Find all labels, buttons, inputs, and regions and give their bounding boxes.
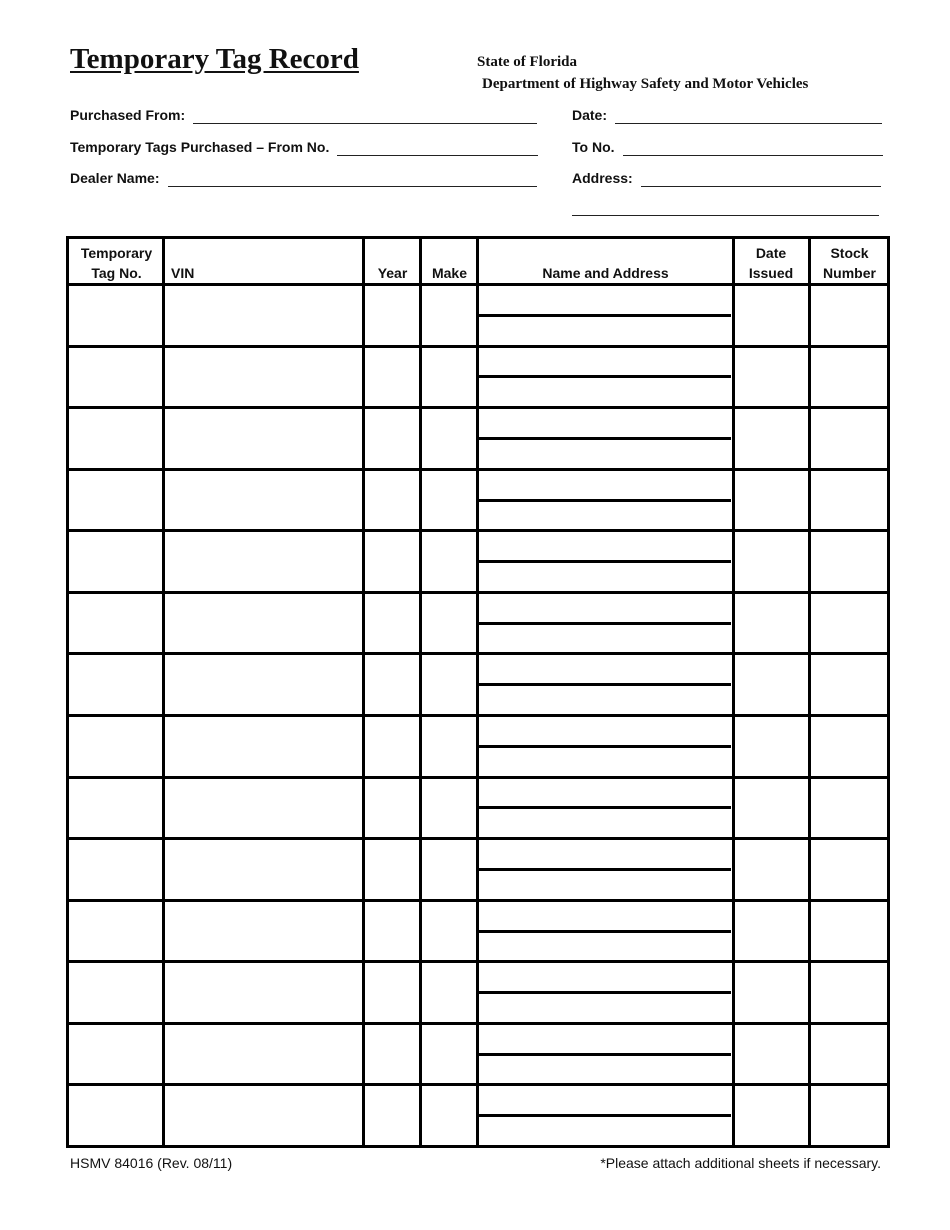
address-line[interactable] [641, 172, 881, 187]
agency-department: Department of Highway Safety and Motor Vehicles [482, 76, 809, 92]
from-no-line[interactable] [337, 141, 538, 156]
col-divider [808, 239, 811, 1145]
col-divider [419, 239, 422, 1145]
name-address-split-line [479, 314, 731, 317]
purchased-from-field[interactable] [70, 104, 537, 124]
row-divider [69, 468, 887, 471]
to-no-label: To No. [572, 139, 615, 155]
name-address-split-line [479, 806, 731, 809]
from-no-label: Temporary Tags Purchased – From No. [70, 139, 330, 155]
row-divider [69, 960, 887, 963]
name-address-split-line [479, 930, 731, 933]
row-divider [69, 714, 887, 717]
name-address-split-line [479, 683, 731, 686]
name-address-split-line [479, 868, 731, 871]
dealer-name-field[interactable] [70, 167, 537, 187]
header-stock-number: Stock Number [823, 245, 876, 281]
name-address-split-line [479, 1053, 731, 1056]
header-vin: VIN [171, 265, 195, 281]
name-address-split-line [479, 622, 731, 625]
header-tag-no: Temporary Tag No. [80, 245, 153, 281]
col-divider [162, 239, 165, 1145]
row-divider [69, 899, 887, 902]
row-divider [69, 406, 887, 409]
address-field[interactable] [572, 167, 881, 187]
col-divider [732, 239, 735, 1145]
purchased-from-label: Purchased From: [70, 107, 186, 123]
name-address-split-line [479, 375, 731, 378]
date-label: Date: [572, 107, 608, 123]
tag-record-table [66, 236, 890, 1148]
name-address-split-line [479, 560, 731, 563]
purchased-from-line[interactable] [193, 109, 537, 124]
name-address-split-line [479, 437, 731, 440]
header-make: Make [431, 265, 468, 281]
header-date-issued: Date Issued [748, 245, 794, 281]
row-divider [69, 837, 887, 840]
date-line[interactable] [615, 109, 882, 124]
row-divider [69, 1022, 887, 1025]
form-number: HSMV 84016 (Rev. 08/11) [70, 1155, 233, 1171]
address-label: Address: [572, 170, 633, 186]
from-no-field[interactable] [70, 136, 538, 156]
header-year: Year [377, 265, 408, 281]
name-address-split-line [479, 745, 731, 748]
row-divider [69, 529, 887, 532]
dealer-name-label: Dealer Name: [70, 170, 160, 186]
name-address-split-line [479, 1114, 731, 1117]
attach-note: *Please attach additional sheets if necessary. [600, 1155, 881, 1171]
to-no-line[interactable] [623, 141, 883, 156]
header-name-address: Name and Address [542, 265, 669, 281]
row-divider [69, 591, 887, 594]
row-divider [69, 776, 887, 779]
date-field[interactable] [572, 104, 882, 124]
address-line-2[interactable] [572, 215, 879, 216]
row-divider [69, 1083, 887, 1086]
row-divider [69, 345, 887, 348]
dealer-name-line[interactable] [168, 172, 538, 187]
form-title: Temporary Tag Record [70, 43, 359, 75]
name-address-split-line [479, 991, 731, 994]
name-address-split-line [479, 499, 731, 502]
col-divider [362, 239, 365, 1145]
to-no-field[interactable] [572, 136, 883, 156]
row-divider [69, 652, 887, 655]
row-divider [69, 283, 887, 286]
agency-state: State of Florida [477, 54, 577, 70]
